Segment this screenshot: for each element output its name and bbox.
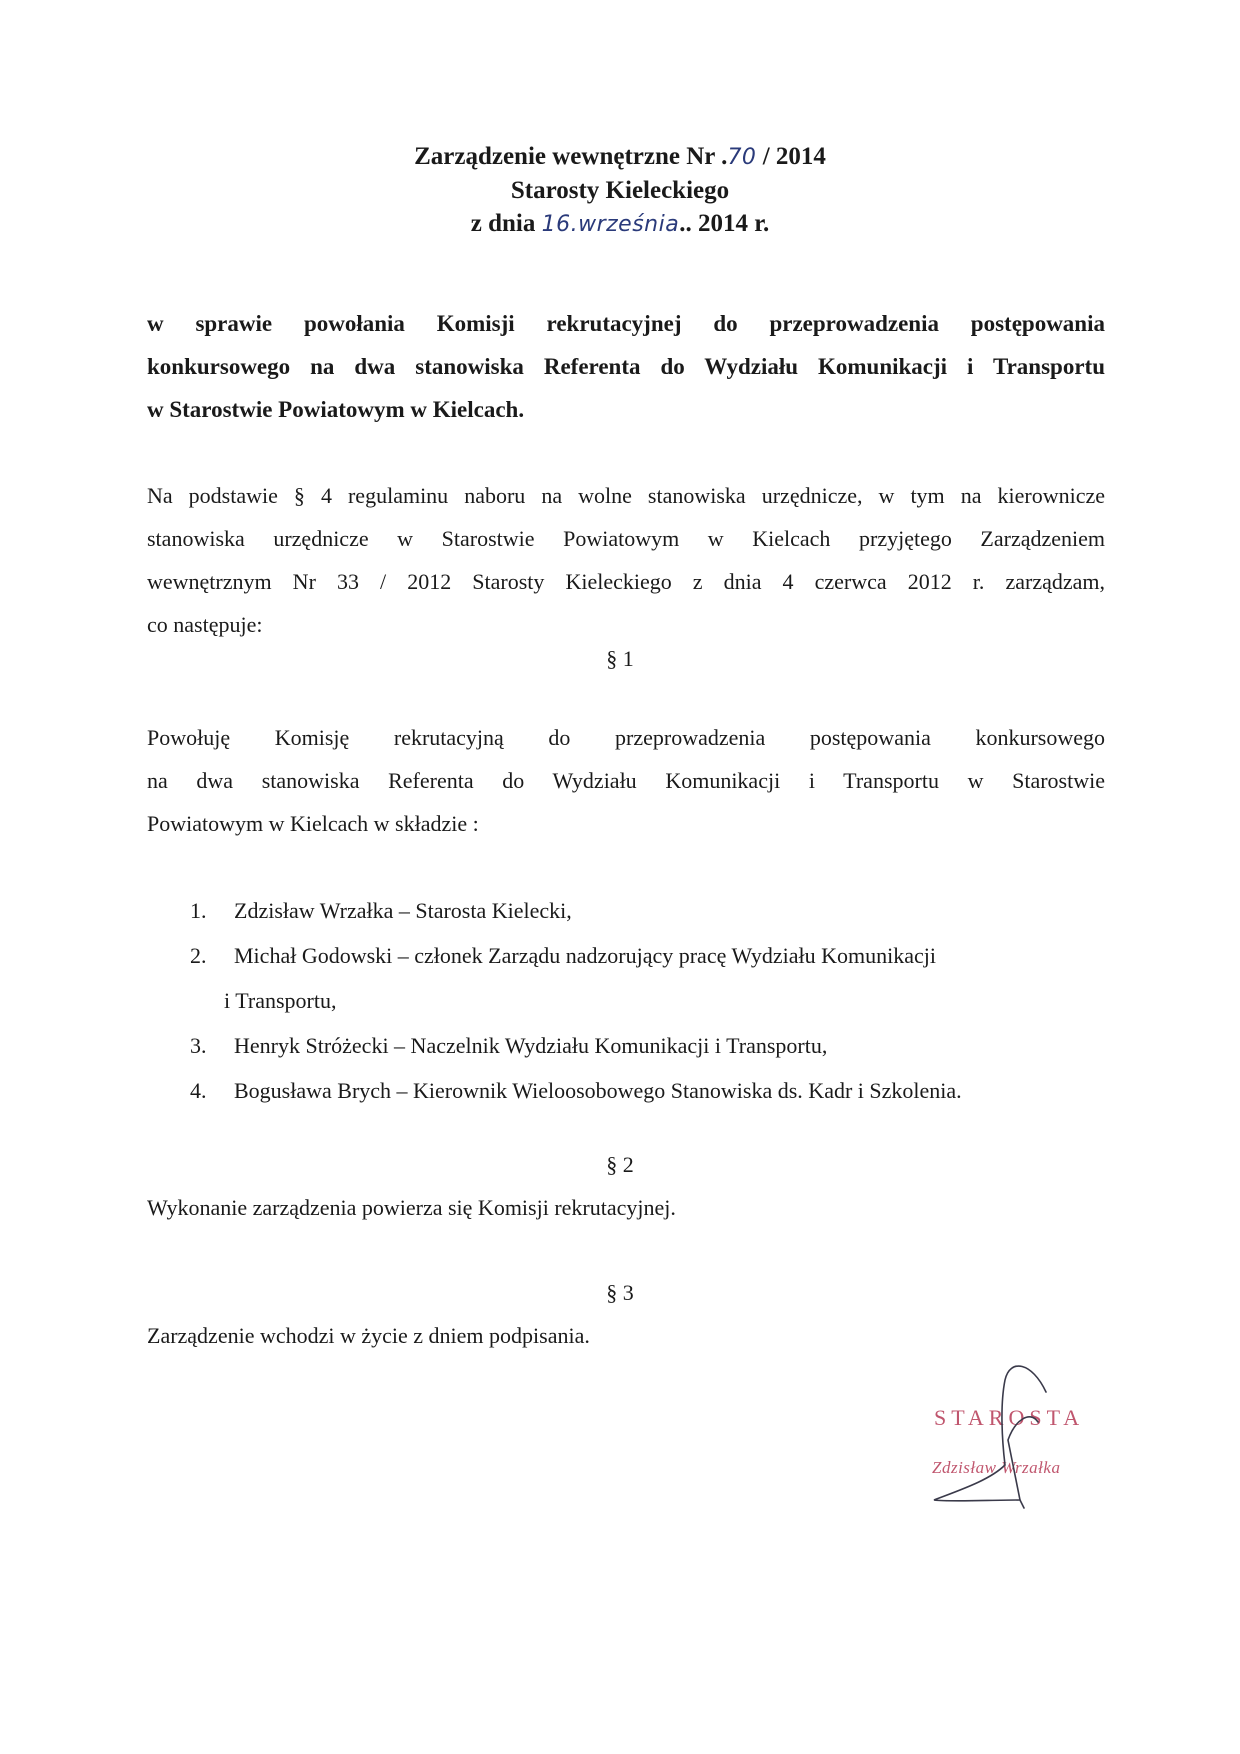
handwritten-date: 16.września <box>541 212 680 237</box>
preamble-line: stanowiska urzędnicze w Starostwie Powiatowym w Kielcach przyjętego Zarządzeniem <box>147 526 1105 551</box>
date-prefix: z dnia <box>470 210 542 237</box>
list-item <box>190 1023 1110 1068</box>
starosta-stamp <box>920 1350 1120 1530</box>
list-number: 3. <box>190 1033 207 1058</box>
member-text: Henryk Stróżecki – Naczelnik Wydziału Komunikacji i Transportu, <box>234 1033 828 1058</box>
preamble-line: Na podstawie § 4 regulaminu naboru na wolne stanowiska urzędnicze, w tym na kierownicze <box>147 483 1105 508</box>
title-suffix: / 2014 <box>756 143 826 170</box>
date-line <box>0 207 1240 241</box>
list-item <box>190 1068 1110 1113</box>
subject-line: w Starostwie Powiatowym w Kielcach. <box>147 397 525 422</box>
document-header <box>0 140 1240 241</box>
section-1-text <box>147 716 1105 845</box>
subject-line: konkursowego na dwa stanowiska Referenta do Wydziału Komunikacji i Transportu <box>147 354 1105 379</box>
section-1-heading: § 1 <box>606 646 634 671</box>
list-item <box>190 888 1110 933</box>
subject-line: w sprawie powołania Komisji rekrutacyjnej do przeprowadzenia postępowania <box>147 311 1105 336</box>
member-text: Bogusława Brych – Kierownik Wieloosobowego Stanowiska ds. Kadr i Szkolenia. <box>234 1078 962 1103</box>
member-text: Michał Godowski – członek Zarządu nadzorujący pracę Wydziału Komunikacji <box>234 943 937 968</box>
preamble-line: wewnętrznym Nr 33 / 2012 Starosty Kieleckiego z dnia 4 czerwca 2012 r. zarządzam, <box>147 569 1105 594</box>
section-2-heading: § 2 <box>606 1152 634 1177</box>
section-1-line: Powołuję Komisję rekrutacyjną do przeprowadzenia postępowania konkursowego <box>147 725 1105 750</box>
section-1-line: na dwa stanowiska Referenta do Wydziału Komunikacji i Transportu w Starostwie <box>147 768 1105 793</box>
preamble-block <box>147 474 1105 646</box>
stamp-title: STAROSTA <box>934 1405 1085 1430</box>
section-1-line: Powiatowym w Kielcach w składzie : <box>147 811 479 836</box>
stamp-name: Zdzisław Wrzałka <box>932 1458 1061 1477</box>
list-item <box>190 933 1110 1023</box>
section-3-heading: § 3 <box>606 1280 634 1305</box>
title-line <box>0 140 1240 174</box>
title-prefix: Zarządzenie wewnętrzne Nr . <box>414 143 728 170</box>
date-suffix: .. 2014 r. <box>679 210 770 237</box>
list-number: 4. <box>190 1078 207 1103</box>
list-number: 1. <box>190 898 207 923</box>
authority-line: Starosty Kieleckiego <box>510 177 730 204</box>
section-3-text: Zarządzenie wchodzi w życie z dniem podpisania. <box>147 1323 590 1348</box>
member-text: Zdzisław Wrzałka – Starosta Kielecki, <box>234 898 572 923</box>
signature-scribble <box>920 1350 1120 1530</box>
handwritten-number: 70 <box>727 145 757 170</box>
preamble-line: co następuje: <box>147 612 263 637</box>
subject-block <box>147 302 1105 431</box>
section-2-text: Wykonanie zarządzenia powierza się Komisji rekrutacyjnej. <box>147 1195 676 1220</box>
member-text-continuation: i Transportu, <box>224 988 337 1013</box>
committee-members-list <box>190 888 1110 1113</box>
list-number: 2. <box>190 943 207 968</box>
